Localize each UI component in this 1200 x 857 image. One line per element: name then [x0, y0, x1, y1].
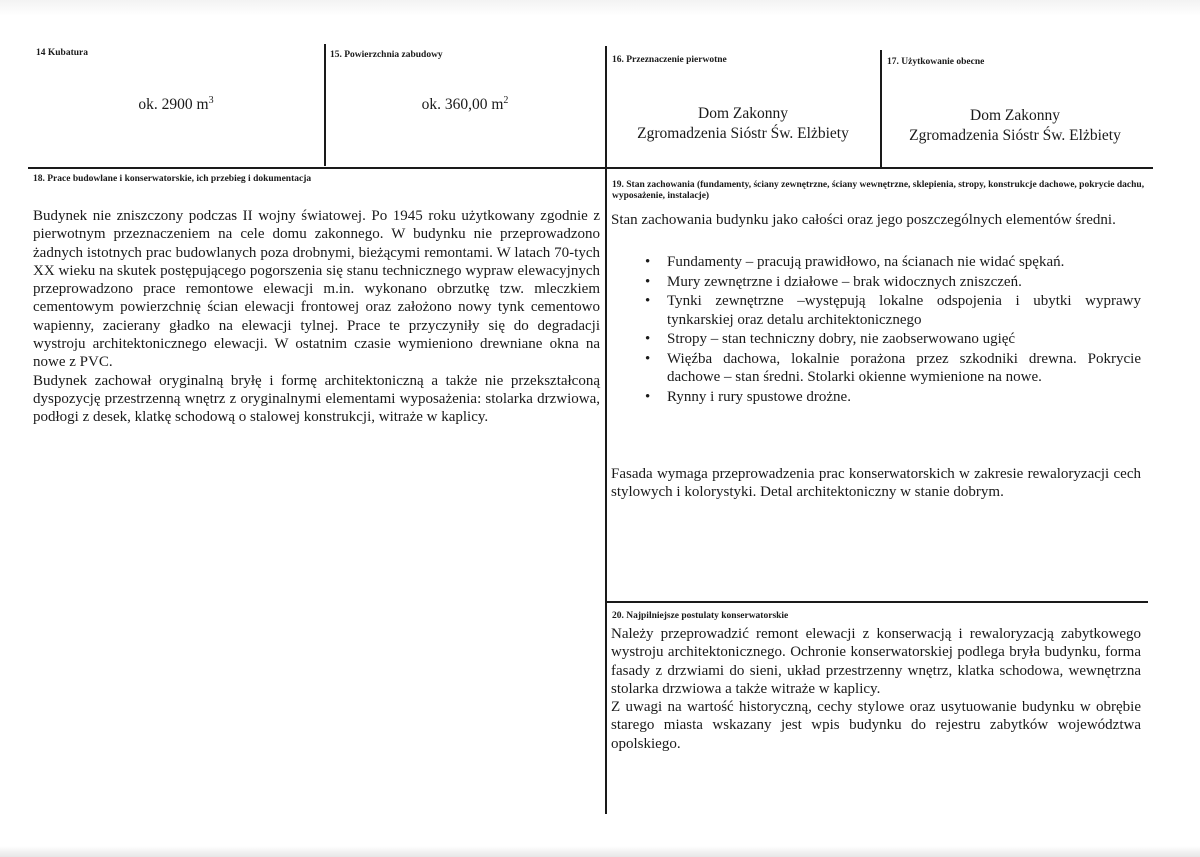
scan-shadow-top — [0, 0, 1200, 16]
current-use-line1: Dom Zakonny — [970, 107, 1060, 124]
section-19-summary — [611, 465, 1141, 502]
condition-bullet-item — [611, 292, 1141, 329]
cubature-value — [30, 95, 322, 115]
cubature-text: ok. 2900 m — [138, 96, 209, 113]
bullet-text: Mury zewnętrzne i działowe – brak widocznych zniszczeń. — [667, 273, 1022, 290]
original-purpose-line1: Dom Zakonny — [698, 105, 788, 122]
section-15-label: 15. Powierzchnia zabudowy — [330, 50, 443, 60]
bullet-dot: • — [645, 293, 651, 310]
condition-bullet-item — [611, 273, 1141, 291]
section-14-label: 14 Kubatura — [36, 48, 88, 58]
bullet-dot: • — [645, 389, 651, 406]
condition-bullet-item — [611, 253, 1141, 271]
bullet-text: Fundamenty – pracują prawidłowo, na ścianach nie widać spękań. — [667, 254, 1065, 270]
section-19-intro-text: Stan zachowania budynku jako całości oraz jego poszczególnych elementów średni. — [611, 212, 1116, 228]
cubature-unit-exponent: 3 — [208, 95, 214, 106]
bullet-text: Tynki zewnętrzne –występują lokalne odspojenia i ubytki wyprawy tynkarskiej oraz detalu architektonicznego — [667, 293, 1141, 328]
condition-bullet-item — [611, 330, 1141, 348]
original-purpose-value — [607, 104, 879, 144]
built-area-text: ok. 360,00 m — [421, 96, 504, 113]
section-20-paragraph: Należy przeprowadzić remont elewacji z konserwacją i rewaloryzacją zabytkowego wystroju architektonicznego. Ochronie konserwatorskiej podlega bryła budynku, forma fasady z drzwiami do sieni, układ przestrzenny wnętrz, klatka schodowa, wewnętrzna stolarka drzwiowa a także witraże w kaplicy. — [611, 626, 1141, 697]
section-19-summary-text: Fasada wymaga przeprowadzenia prac konserwatorskich w zakresie rewaloryzacji cech stylowych i kolorystyki. Detal architektoniczny w stanie dobrym. — [611, 466, 1141, 501]
section-17-label: 17. Użytkowanie obecne — [887, 57, 985, 67]
section-19-intro — [611, 211, 1141, 229]
section-20-body — [611, 625, 1141, 753]
built-area-value — [326, 95, 604, 115]
section-18-label: 18. Prace budowlane i konserwatorskie, ich przebieg i dokumentacja — [33, 174, 312, 184]
bullet-dot: • — [645, 254, 651, 270]
current-use-value — [882, 106, 1148, 146]
built-area-unit-exponent: 2 — [503, 95, 509, 106]
section-18-paragraph: Budynek nie zniszczony podczas II wojny światowej. Po 1945 roku użytkowany zgodnie z pierwotnym przeznaczeniem na cele domu zakonnego. W budynku nie przeprowadzono żadnych istotnych prac budowlanych poza drobnymi, bieżącymi remontami. W latach 70-tych XX wieku na skutek postępującego pogorszenia się stanu technicznego wypraw elewacyjnych przeprowadzono prace remontowe elewacji m.in. wykonano obrzutkę tzw. mleczkiem cementowym powierzchnię ścian elewacji frontowej oraz założono nowy tynk cementowo wapienny, zacierany gładko na elewacji tylnej. Prace te przyczyniły się do degradacji wystroju architektonicznego elewacji. W ostatnim czasie wymieniono drewniane okna na nowe z PVC. — [33, 208, 600, 371]
scan-shadow-bottom — [0, 846, 1200, 857]
section-20-paragraph: Z uwagi na wartość historyczną, cechy stylowe oraz usytuowanie budynku w obrębie starego miasta wskazany jest wpis budynku do rejestru zabytków województwa opolskiego. — [611, 699, 1141, 752]
condition-bullet-item — [611, 350, 1141, 387]
section-19-label: 19. Stan zachowania (fundamenty, ściany zewnętrzne, ściany wewnętrzne, sklepienia, stropy, konstrukcje dachowe, pokrycie dachu, wyposażenie, instalacje) — [612, 180, 1145, 201]
section-20-divider — [605, 601, 1148, 603]
current-use-line2: Zgromadzenia Sióstr Św. Elżbiety — [909, 127, 1121, 144]
bullet-dot: • — [645, 351, 651, 368]
bullet-dot: • — [645, 273, 651, 290]
section-18-paragraph: Budynek zachował oryginalną bryłę i formę architektoniczną a także nie przekształconą dyspozycję przestrzenną wnętrz z oryginalnymi elementami wyposażenia: stolarka drzwiowa, podłogi z desek, klatkę schodową o stalowej konstrukcji, witraże w kaplicy. — [33, 372, 600, 426]
original-purpose-line2: Zgromadzenia Sióstr Św. Elżbiety — [637, 125, 849, 142]
condition-bullet-item — [611, 388, 1141, 406]
condition-bullet-list — [611, 253, 1141, 408]
bullet-text: Rynny i rury spustowe drożne. — [667, 389, 851, 406]
bullet-text: Więźba dachowa, lokalnie porażona przez szkodniki drewna. Pokrycie dachowe – stan średni. Stolarki okienne wymienione na nowe. — [667, 351, 1141, 386]
bullet-text: Stropy – stan techniczny dobry, nie zaobserwowano ugięć — [667, 331, 1016, 348]
section-18-body — [33, 207, 600, 427]
section-16-label: 16. Przeznaczenie pierwotne — [612, 55, 727, 65]
section-20-label: 20. Najpilniejsze postulaty konserwatorskie — [612, 611, 789, 621]
row-divider — [28, 167, 1153, 169]
column-divider-main — [605, 46, 607, 814]
bullet-dot: • — [645, 331, 651, 348]
